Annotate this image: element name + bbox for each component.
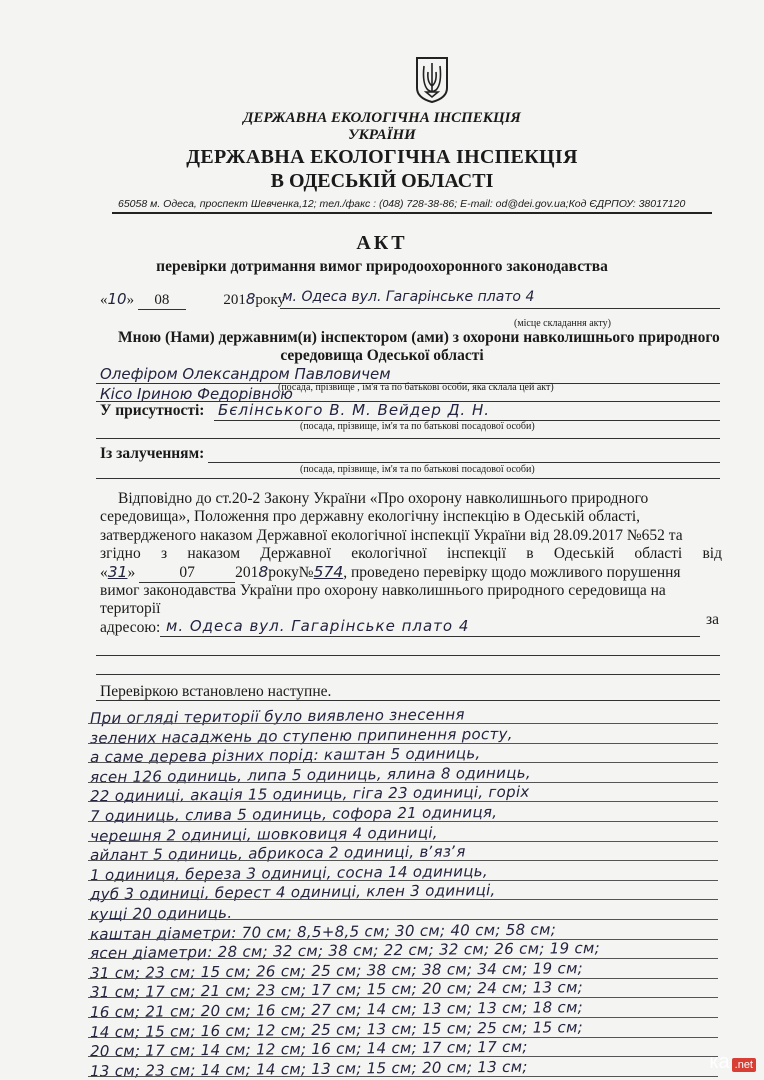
header-divider bbox=[112, 212, 712, 214]
legal-basis-za: за bbox=[706, 611, 720, 628]
act-month: 08 bbox=[138, 292, 186, 310]
finding-line: 1 одиниця, береза 3 одиниці, сосна 14 одиниць, bbox=[89, 861, 489, 885]
act-year-hand: 8 bbox=[245, 290, 256, 308]
inspector-heading-1: Мною (Нами) державним(и) інспектором (ами) з охорони навколишнього природного bbox=[118, 329, 720, 346]
legal-basis-line-5: , проведено перевірку щодо можливого порушення bbox=[343, 564, 681, 581]
involved-caption: (посада, прізвище, ім'я та по батькові посадової особи) bbox=[300, 464, 535, 475]
finding-line: 14 см; 15 см; 16 см; 12 см; 25 см; 13 см; 15 см; 25 см; 15 см; bbox=[89, 1017, 584, 1041]
legal-basis-line-6: вимог законодавства України про охорону навколишнього природного середовища на bbox=[100, 582, 666, 599]
act-subtitle: перевірки дотримання вимог природоохоронного законодавства bbox=[156, 258, 608, 275]
act-title: АКТ bbox=[356, 232, 408, 254]
presence-label: У присутності: bbox=[100, 402, 205, 419]
finding-rule bbox=[88, 1076, 718, 1077]
presence-value: Бєлінського В. М. Вейдер Д. Н. bbox=[218, 401, 490, 419]
legal-basis-line-4: згідно з наказом Державної екологічної інспекції в Одеській області від bbox=[100, 545, 722, 562]
findings-label: Перевіркою встановлено наступне. bbox=[100, 683, 332, 700]
finding-line: кущі 20 одиниць. bbox=[89, 903, 233, 924]
involved-label: Із залученням: bbox=[100, 445, 205, 462]
place-underline bbox=[280, 308, 720, 309]
ukraine-emblem-icon bbox=[414, 56, 450, 104]
agency-title-line-2: УКРАЇНИ bbox=[348, 127, 416, 143]
inspector-heading-2: середовища Одеської області bbox=[280, 347, 484, 364]
legal-basis-line-3: затвердженого наказом Державної екологічної інспекції України від 28.09.2017 №652 та bbox=[100, 527, 683, 544]
address-line: 65058 м. Одеса, проспект Шевченка,12; тел./факс : (048) 728-38-86; E-mail: od@dei.gov.ua;Код ЄДРПОУ: 38017120 bbox=[118, 198, 686, 210]
finding-line: 31 см; 23 см; 15 см; 26 см; 25 см; 38 см; 38 см; 34 см; 19 см; bbox=[89, 958, 584, 983]
legal-basis-line-1: Відповідно до ст.20-2 Закону України «Про охорону навколишнього природного bbox=[118, 490, 649, 507]
act-place: м. Одеса вул. Гагарінське плато 4 bbox=[282, 289, 535, 305]
watermark-text: ка bbox=[709, 1051, 730, 1073]
finding-line: а саме дерева різних порід: каштан 5 одиниць, bbox=[89, 744, 481, 767]
findings-top-line bbox=[96, 700, 720, 701]
regional-title-line-2: В ОДЕСЬКІЙ ОБЛАСТІ bbox=[270, 170, 494, 192]
involved-underline bbox=[208, 462, 720, 463]
address-line-3 bbox=[96, 674, 720, 675]
address-label: адресою: bbox=[100, 619, 161, 636]
finding-line: каштан діаметри: 70 см; 8,5+8,5 см; 30 см; 40 см; 58 см; bbox=[89, 920, 557, 943]
finding-line: дуб 3 одиниці, берест 4 одиниці, клен 3 одиниці, bbox=[89, 881, 496, 904]
presence-line-2 bbox=[96, 438, 720, 439]
act-year-suffix: року bbox=[255, 292, 285, 308]
act-day: 10 bbox=[107, 290, 127, 308]
act-date-row: «10» 08 2018року bbox=[100, 290, 285, 308]
watermark bbox=[709, 1051, 756, 1074]
finding-line: айлант 5 одиниць, абрикоса 2 одиниці, вʼязʼя bbox=[89, 842, 466, 865]
legal-basis-line-2: середовища», Положення про державну екологічну інспекцію в Одеській області, bbox=[100, 508, 641, 525]
order-year-prefix: 201 bbox=[235, 564, 259, 581]
finding-line: 16 см; 21 см; 20 см; 16 см; 27 см; 14 см; 13 см; 13 см; 18 см; bbox=[89, 998, 584, 1022]
finding-line: 13 см; 23 см; 14 см; 14 см; 13 см; 15 см; 20 см; 13 см; bbox=[89, 1057, 528, 1080]
finding-line: ясен 126 одиниць, липа 5 одиниць, ялина 8 одиниць, bbox=[89, 763, 531, 787]
finding-line: 7 одиниць, слива 5 одиниць, софора 21 одиниця, bbox=[89, 803, 498, 826]
order-date-row: «31» 07 2018року№574, проведено перевірку щодо можливого порушення bbox=[100, 563, 681, 583]
inspector-2: Кісо Іриною Федорівною bbox=[100, 385, 293, 403]
presence-caption: (посада, прізвище, ім'я та по батькові посадової особи) bbox=[300, 421, 535, 432]
order-month: 07 bbox=[139, 564, 235, 583]
finding-line: При огляді території було виявлено знесення bbox=[89, 705, 465, 728]
inspector-1: Олефіром Олександром Павловичем bbox=[100, 365, 391, 383]
place-caption: (місце складання акту) bbox=[514, 318, 611, 329]
watermark-suffix: .net bbox=[732, 1058, 756, 1072]
act-year-prefix: 201 bbox=[223, 292, 246, 308]
inspector-caption: (посада, прізвище , ім'я та по батькові особи, яка склала цей акт) bbox=[278, 382, 554, 393]
finding-line: ясен діаметри: 28 см; 32 см; 38 см; 22 см; 32 см; 26 см; 19 см; bbox=[89, 939, 601, 963]
order-day: 31 bbox=[107, 563, 128, 581]
finding-line: черешня 2 одиниці, шовковиця 4 одиниці, bbox=[89, 823, 438, 845]
legal-basis-line-7: території bbox=[100, 600, 161, 617]
address-underline bbox=[160, 636, 700, 637]
finding-line: 20 см; 17 см; 14 см; 12 см; 16 см; 14 см; 17 см; 17 см; bbox=[89, 1037, 528, 1061]
order-year-hand: 8 bbox=[258, 563, 269, 581]
finding-line: зелених насаджень до ступеню припинення росту, bbox=[89, 724, 513, 747]
address-line-2 bbox=[96, 655, 720, 656]
finding-line: 22 одиниці, акація 15 одиниць, гіга 23 одиниці, горіх bbox=[89, 783, 530, 806]
order-number: 574 bbox=[313, 563, 344, 581]
regional-title-line-1: ДЕРЖАВНА ЕКОЛОГІЧНА ІНСПЕКЦІЯ bbox=[186, 146, 578, 168]
agency-title-line-1: ДЕРЖАВНА ЕКОЛОГІЧНА ІНСПЕКЦІЯ bbox=[243, 110, 521, 126]
order-year-suffix: року№ bbox=[268, 564, 314, 581]
involved-line-2 bbox=[96, 478, 720, 479]
finding-line: 31 см; 17 см; 21 см; 23 см; 17 см; 15 см; 20 см; 24 см; 13 см; bbox=[89, 978, 584, 1002]
address-value: м. Одеса вул. Гагарінське плато 4 bbox=[166, 617, 470, 635]
